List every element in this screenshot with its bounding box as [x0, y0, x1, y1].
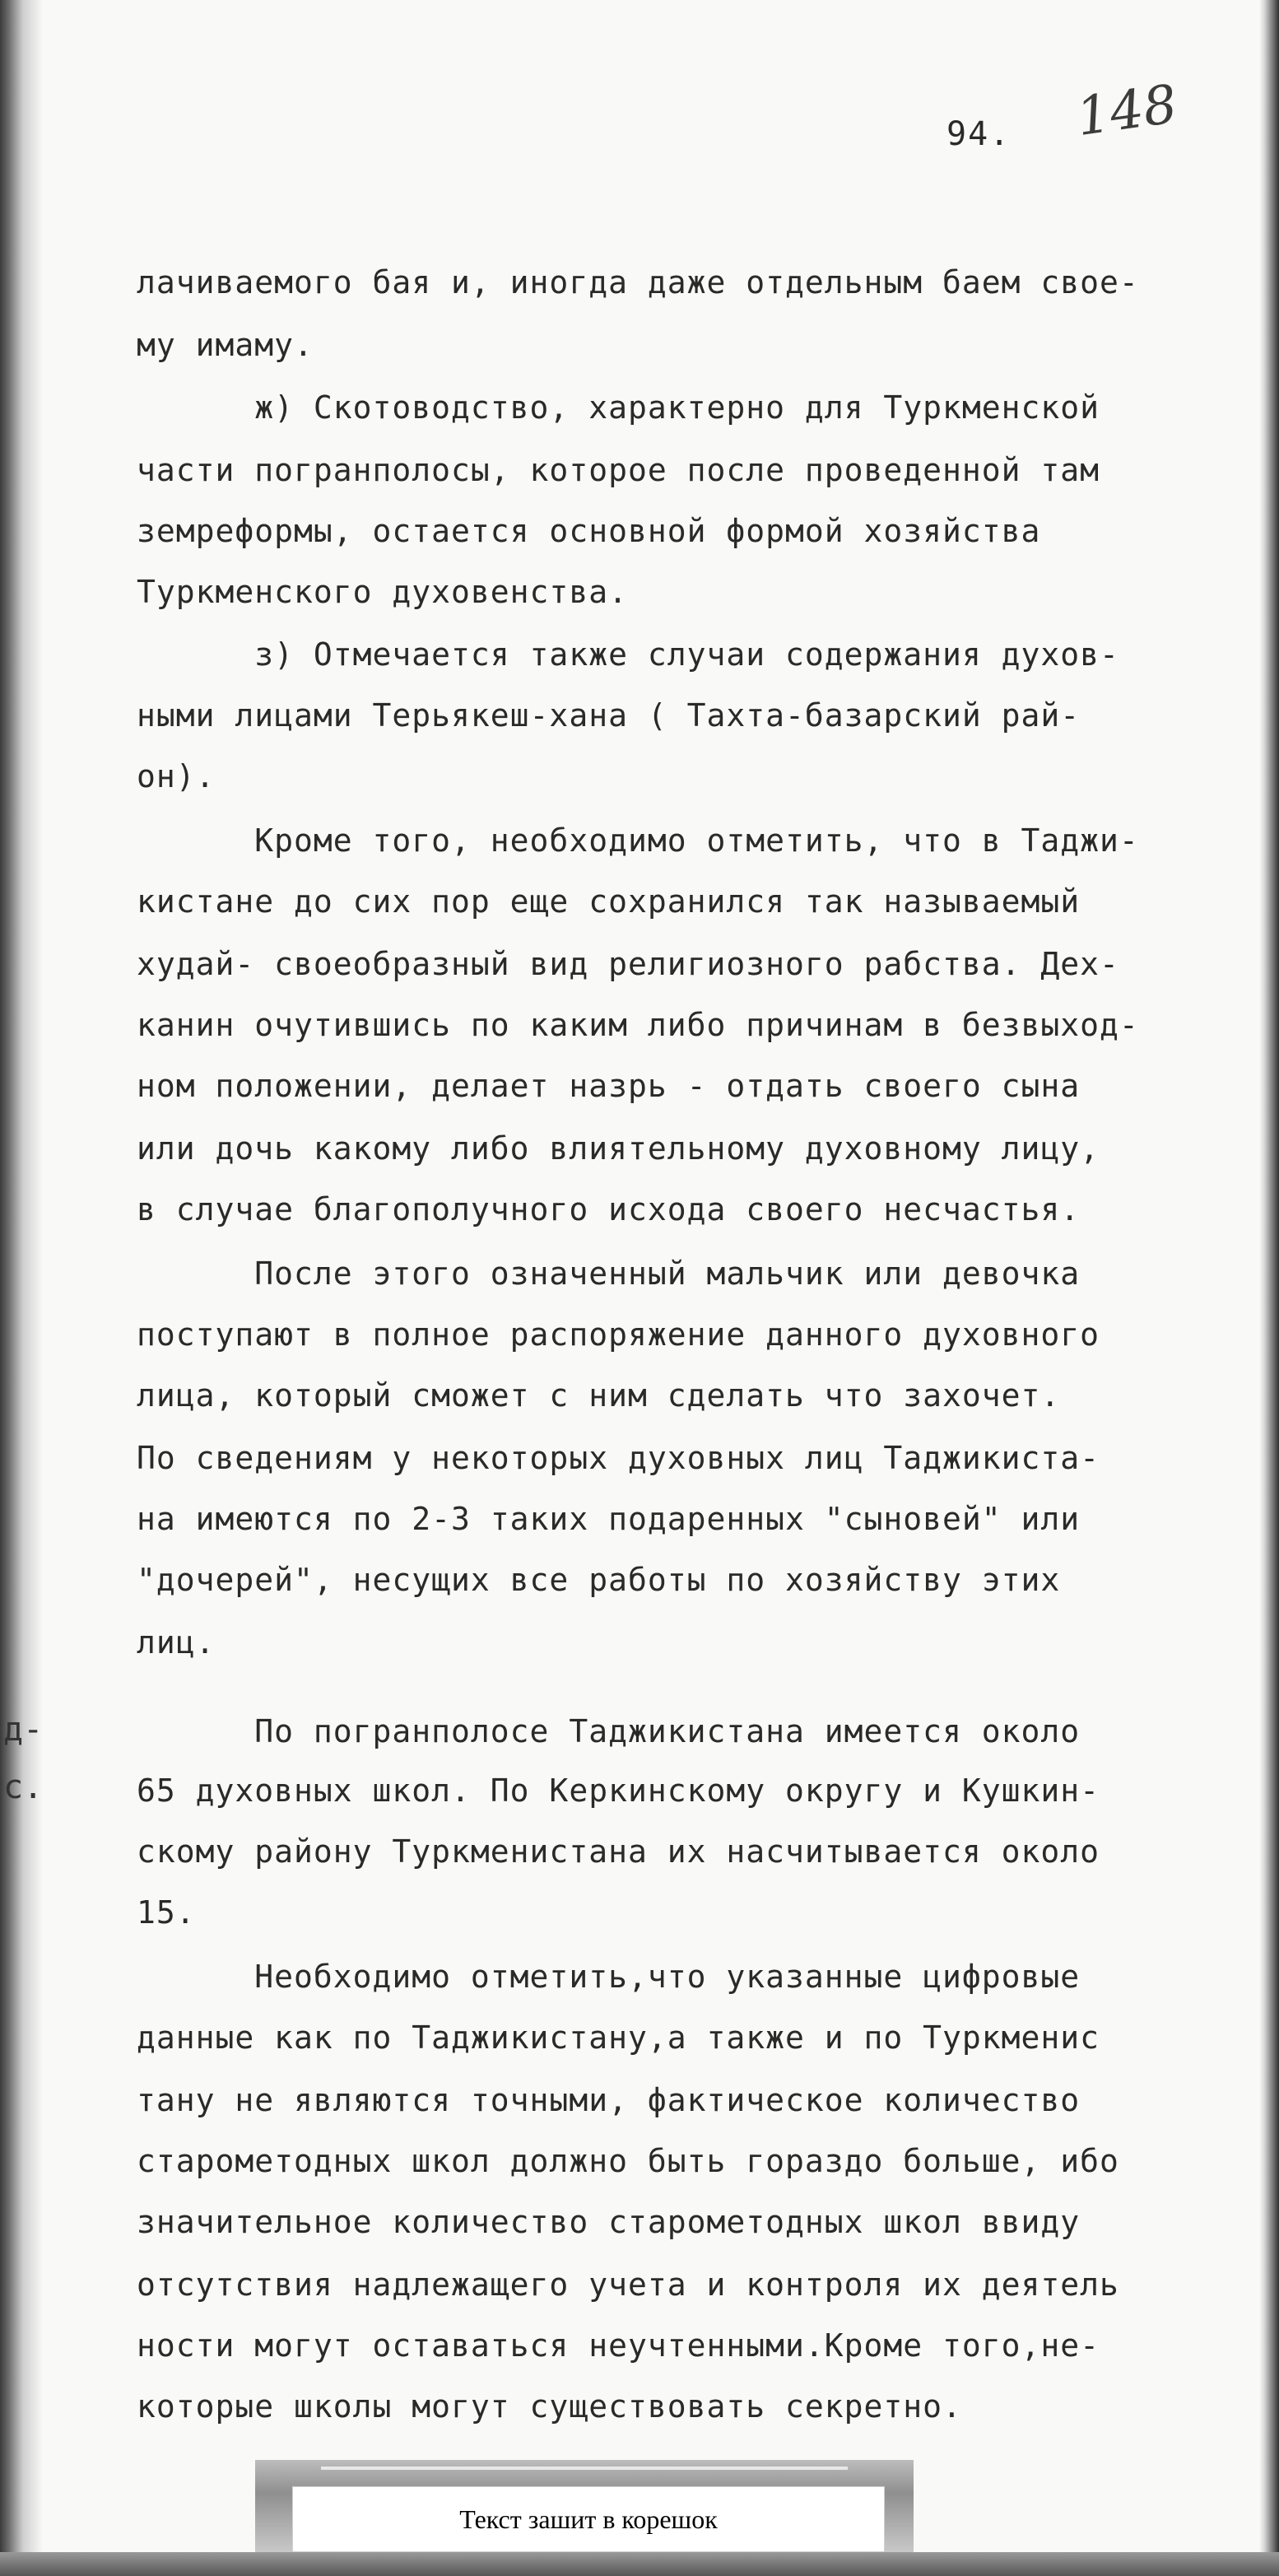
text-line: тану не являются точными, фактическое количество: [137, 2082, 1081, 2118]
bottom-scan-edge: [0, 2552, 1279, 2576]
text-line: му имаму.: [137, 327, 314, 363]
text-line: которые школы могут существовать секретно.: [137, 2388, 962, 2425]
text-line: Кроме того, необходимо отметить, что в Таджи-: [137, 822, 1139, 859]
archive-note-label: [292, 2486, 885, 2552]
text-line: на имеются по 2-3 таких подаренных "сыновей" или: [137, 1501, 1081, 1537]
margin-mark: д-: [3, 1711, 44, 1749]
text-line: отсутствия надлежащего учета и контроля их деятель: [137, 2266, 1119, 2303]
text-line: он).: [137, 758, 216, 794]
text-line: лиц.: [137, 1624, 216, 1661]
text-line: значительное количество старометодных школ ввиду: [137, 2204, 1081, 2240]
text-line: старометодных школ должно быть гораздо больше, ибо: [137, 2143, 1119, 2179]
handwritten-folio-number: 148: [1072, 73, 1181, 149]
left-binding-shadow: [0, 0, 43, 2576]
text-line: кистане до сих пор еще сохранился так называемый: [137, 883, 1081, 920]
text-line: После этого означенный мальчик или девочка: [137, 1255, 1081, 1292]
text-line: скому району Туркменистана их насчитывается около: [137, 1833, 1100, 1870]
text-line: 65 духовных школ. По Керкинскому округу и Кушкин-: [137, 1772, 1100, 1809]
text-line: По погранполосе Таджикистана имеется около: [137, 1713, 1081, 1749]
margin-mark: с.: [3, 1768, 44, 1806]
text-line: ности могут оставаться неучтенными.Кроме того,не-: [137, 2327, 1100, 2364]
text-line: части погранполосы, которое после проведенной там: [137, 452, 1100, 488]
text-line: ж) Скотоводство, характерно для Туркменской: [137, 389, 1100, 426]
text-line: или дочь какому либо влиятельному духовному лицу,: [137, 1130, 1100, 1167]
page-number: 94.: [946, 115, 1012, 153]
text-line: Необходимо отметить,что указанные цифровые: [137, 1959, 1081, 1995]
text-line: лачиваемого бая и, иногда даже отдельным баем свое-: [137, 264, 1139, 300]
text-line: ном положении, делает назрь - отдать своего сына: [137, 1068, 1081, 1104]
text-line: худай- своеобразный вид религиозного рабства. Дех-: [137, 946, 1119, 982]
text-line: данные как по Таджикистану,а также и по Туркменис: [137, 2019, 1100, 2056]
text-line: канин очутившись по каким либо причинам в безвыход-: [137, 1007, 1139, 1043]
text-line: По сведениям у некоторых духовных лиц Таджикиста-: [137, 1440, 1100, 1476]
bottom-strip-highlight: [321, 2467, 848, 2470]
text-line: ными лицами Терьякеш-хана ( Тахта-базарский рай-: [137, 697, 1081, 734]
text-line: поступают в полное распоряжение данного духовного: [137, 1316, 1100, 1353]
text-line: земреформы, остается основной формой хозяйства: [137, 513, 1041, 549]
right-binding-shadow: [1259, 0, 1279, 2576]
text-line: в случае благополучного исхода своего несчастья.: [137, 1191, 1081, 1227]
text-line: лица, который сможет с ним сделать что захочет.: [137, 1377, 1061, 1414]
text-line: 15.: [137, 1894, 196, 1931]
archive-note-text: Текст зашит в корешок: [459, 2504, 718, 2534]
text-line: з) Отмечается также случаи содержания духов-: [137, 636, 1119, 673]
text-line: Туркменского духовенства.: [137, 574, 628, 610]
text-line: "дочерей", несущих все работы по хозяйству этих: [137, 1562, 1061, 1598]
